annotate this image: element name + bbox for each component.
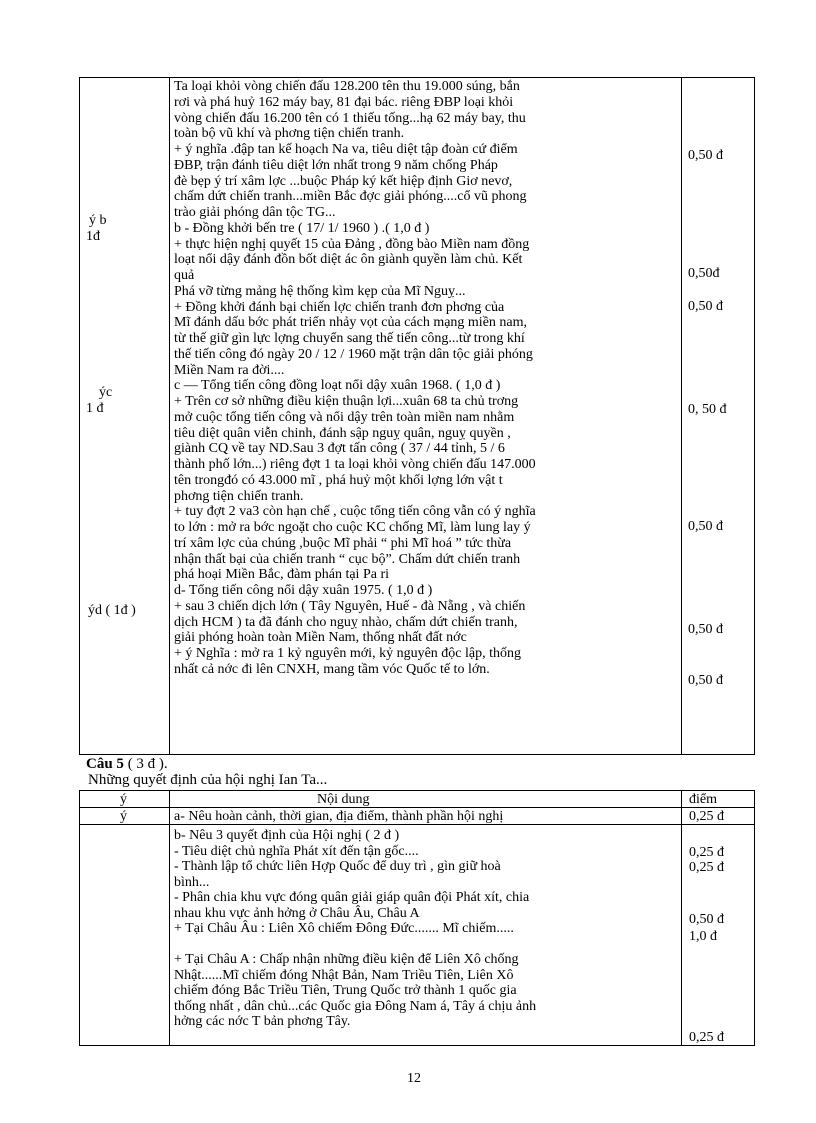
table-1-content-line: tiêu diệt quân viễn chinh, đánh sập nguỵ quân, nguỵ quyền , [174, 425, 511, 441]
table-1-content-line: + ý Nghĩa : mở ra 1 kỷ nguyên mới, kỷ nguyên độc lập, thống [174, 646, 521, 661]
label-yd: ýd ( 1đ ) [88, 603, 136, 618]
table-1-content-line: phá hoại Miền Bắc, đàm phán tại Pa ri [174, 567, 389, 583]
table-1-content-line: + ý nghĩa .đập tan kế hoạch Na va, tiêu diệt tập đoàn cứ điểm [174, 142, 518, 157]
question-5-subtitle: Những quyết định của hội nghị Ian Ta... [88, 772, 328, 788]
table-1-content-line: chấm dứt chiến tranh...miền Bắc đợc giải phóng....cổ vũ phong [174, 189, 527, 205]
table-1-divider-col1 [169, 78, 170, 754]
table-1-content-line: + sau 3 chiến dịch lớn ( Tây Nguyên, Huế - đà Nẵng , và chiến [174, 598, 526, 614]
t1-point-6: 0,50 đ [688, 622, 723, 637]
table-1-content-line: dịch HCM ) ta đã đánh cho nguỵ nhào, chấm dứt chiến tranh, [174, 614, 518, 630]
table-2-content-line: + Tại Châu Âu : Liên Xô chiếm Đông Đức....... Mĩ chiếm..... [174, 921, 514, 936]
t1-point-7: 0,50 đ [688, 673, 723, 688]
table-1-content-line: phơng tiện chiến tranh. [174, 488, 304, 504]
table-1-content-line: Ta loại khỏi vòng chiến đấu 128.200 tên thu 19.000 súng, bắn [174, 79, 520, 94]
table-2-content-line: - Phân chia khu vực đóng quân giải giáp quân đội Phát xít, chia [174, 890, 530, 905]
t2-point-2: 0,25 đ [689, 860, 724, 875]
table-1-content-line: từ thế giữ gìn lực lợng chuyển sang thế tiến công...từ trong khí [174, 331, 525, 346]
t2-header-col1: ý [120, 792, 127, 807]
table-1-content-line: nhất cả nớc đi lên CNXH, mang tầm vóc Quốc tế to lớn. [174, 661, 490, 677]
table-1-content-line: b - Đồng khởi bến tre ( 17/ 1/ 1960 ) .( 1,0 đ ) [174, 220, 430, 236]
table-1-content-line: d- Tổng tiến công nổi dậy xuân 1975. ( 1,0 đ ) [174, 583, 433, 598]
t2-row1-col1: ý [120, 809, 127, 824]
table-1-content-line: quả [174, 268, 195, 283]
label-yc-points: 1 đ [86, 401, 104, 416]
table-2-header-divider [80, 807, 754, 808]
table-2-divider-col1 [169, 791, 170, 1045]
table-2-content-line: thống nhất , dân chủ...các Quốc gia Đông Nam á, Tây á chịu ảnh [174, 998, 537, 1014]
t2-row1-col3: 0,25 đ [689, 809, 724, 824]
table-1-content-line: vòng chiến đấu 16.200 tên có 1 thiếu tống...hạ 62 máy bay, thu [174, 110, 526, 126]
t1-point-5: 0,50 đ [688, 519, 723, 534]
table-1-content-line: trí xâm lợc của chúng ,buộc Mĩ phải “ phi Mĩ hoá ” tức thừa [174, 535, 512, 551]
t1-point-3: 0,50 đ [688, 299, 723, 314]
question-5-label: Câu 5 [86, 756, 124, 772]
table-1-content-line: to lớn : mở ra bớc ngoặt cho cuộc KC chống Mĩ, làm lung lay ý [174, 520, 531, 535]
t2-header-col2: Nội dung [317, 792, 370, 807]
table-1-content-line: nhận thất bại của chiến tranh “ cục bộ”. Chấm dứt chiến tranh [174, 551, 521, 567]
table-2-content-line: hởng các nớc T bản phơng Tây. [174, 1014, 351, 1029]
table-1-content-line: Miền Nam ra đời.... [174, 362, 285, 378]
table-1-content-line: thế tiến công đó ngày 20 / 12 / 1960 mặt trận dân tộc giải phóng [174, 346, 533, 362]
table-1-divider-col2 [681, 78, 682, 754]
table-1-content-line: giải phóng hoàn toàn Miền Nam, thống nhất đất nớc [174, 630, 467, 646]
t2-row1-col2: a- Nêu hoàn cảnh, thời gian, địa điểm, thành phần hội nghị [174, 809, 504, 824]
table-2-content-line: chiếm đóng Bắc Triều Tiên, Trung Quốc trở thành 1 quốc gia [174, 983, 517, 998]
table-1-content-line: c — Tổng tiến công đồng loạt nổi dậy xuân 1968. ( 1,0 đ ) [174, 378, 501, 394]
table-2-content-line: b- Nêu 3 quyết định của Hội nghị ( 2 đ ) [174, 828, 400, 843]
table-2-divider-col2 [681, 791, 682, 1045]
t2-point-1: 0,25 đ [689, 845, 724, 860]
table-1-content-line: Phá vỡ từng mảng hệ thống kìm kẹp của Mĩ Nguỵ... [174, 283, 466, 299]
question-5-title [86, 756, 168, 773]
table-2-content-line: - Tiêu diệt chủ nghĩa Phát xít đến tận gốc.... [174, 843, 419, 859]
t2-point-3: 0,50 đ [689, 912, 724, 927]
page-number: 12 [407, 1071, 421, 1086]
table-2-content-line: - Thành lập tổ chức liên Hợp Quốc để duy trì , gìn giữ hoà [174, 859, 501, 874]
table-1-content-line: giành CQ về tay ND.Sau 3 đợt tấn công ( 37 / 44 tỉnh, 5 / 6 [174, 441, 505, 457]
table-1-content-line: + Trên cơ sở những điều kiện thuận lợi...xuân 68 ta chủ trơng [174, 394, 519, 409]
label-yb-points: 1đ [86, 229, 100, 244]
table-1-content-line: mở cuộc tổng tiến công và nổi dậy trên toàn miền nam nhằm [174, 409, 515, 425]
t2-point-5: 0,25 đ [689, 1030, 724, 1045]
t2-point-4: 1,0 đ [689, 929, 717, 944]
label-yb: ý b [89, 213, 107, 228]
t1-point-2: 0,50đ [688, 266, 720, 281]
table-2-row1-divider [80, 824, 754, 825]
t1-point-1: 0,50 đ [688, 148, 723, 163]
table-1-content-line: Mĩ đánh dấu bớc phát triển nhảy vọt của cách mạng miền nam, [174, 315, 528, 331]
table-1-content-line: + thực hiện nghị quyết 15 của Đảng , đồng bào Miền nam đồng [174, 236, 530, 252]
table-2-content-line: + Tại Châu A : Chấp nhận những điều kiện để Liên Xô chống [174, 952, 519, 967]
t1-point-4: 0, 50 đ [688, 402, 727, 417]
table-2-content-line: nhau khu vực ảnh hởng ở Châu Âu, Châu A [174, 905, 420, 921]
table-1-content-line: tên trongđó có 43.000 mĩ , phá huỷ một khối lợng lớn vật t [174, 472, 503, 488]
table-1-content-line: + tuy đợt 2 va3 còn hạn chế , cuộc tổng tiến công vẫn có ý nghĩa [174, 504, 536, 520]
label-yc: ýc [99, 385, 113, 400]
table-2-content-line: Nhật......Mĩ chiếm đóng Nhật Bản, Nam Triều Tiên, Liên Xô [174, 967, 514, 983]
table-1-content-line: đè bẹp ý trí xâm lợc ...buộc Pháp ký kết hiệp định Giơ nevơ, [174, 173, 513, 189]
question-5-points: ( 3 đ ). [123, 756, 168, 772]
table-2-content-line: bình... [174, 874, 210, 890]
table-1-content-line: rơi và phá huỷ 162 máy bay, 81 đại bác. riêng ĐBP loại khỏi [174, 94, 514, 110]
table-1-content-line: trào giải phóng dân tộc TG... [174, 205, 336, 220]
table-1-content-line: toàn bộ vũ khí và phơng tiện chiến tranh. [174, 126, 405, 142]
t2-header-col3: điểm [689, 792, 717, 807]
table-1-content-line: + Đồng khởi đánh bại chiến lợc chiến tranh đơn phơng của [174, 299, 505, 315]
table-1-content-line: loạt nổi dậy đánh đồn bốt diệt ác ôn giành quyền làm chủ. Kết [174, 252, 523, 268]
table-1-content-line: ĐBP, trận đánh tiêu diệt lớn nhất trong 9 năm chống Pháp [174, 157, 498, 173]
table-1-content-line: thành phố lớn...) riêng đợt 1 ta loại khỏi vòng chiến đấu 147.000 [174, 457, 536, 472]
